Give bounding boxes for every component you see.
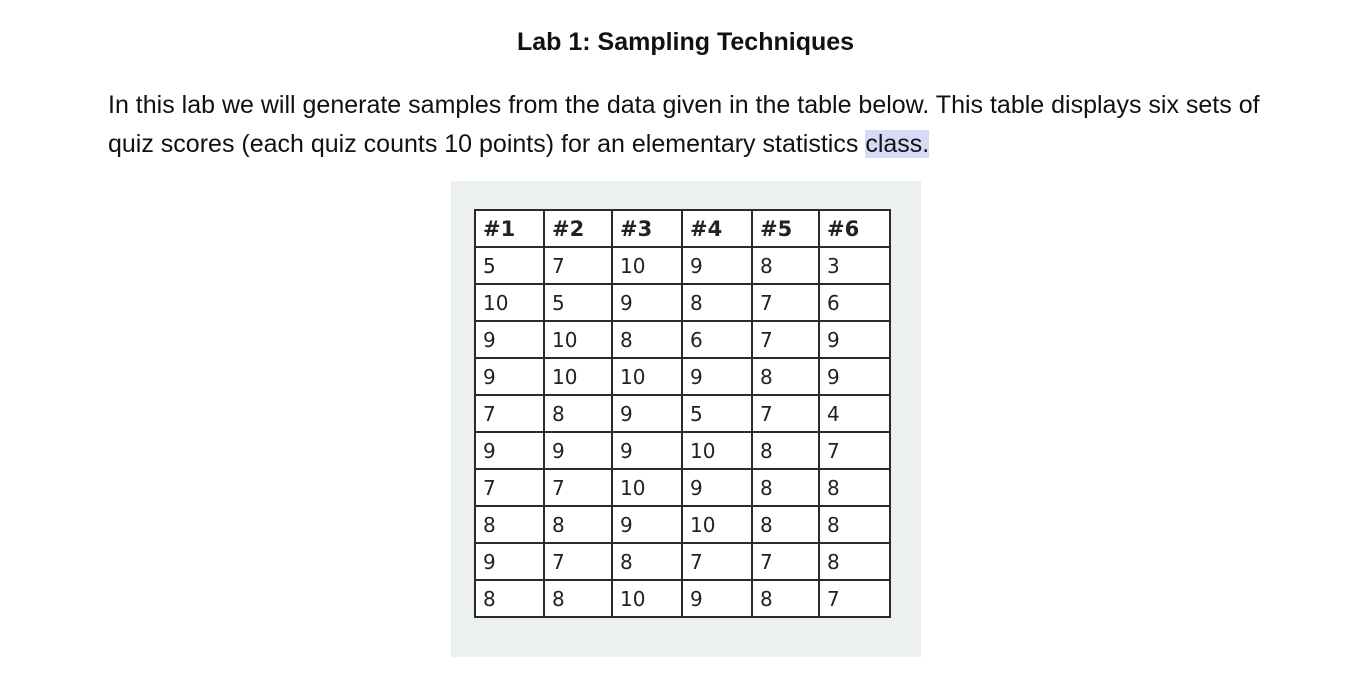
column-header: #6 bbox=[819, 210, 890, 247]
table-cell: 7 bbox=[752, 395, 819, 432]
table-cell: 8 bbox=[682, 284, 752, 321]
table-cell: 10 bbox=[682, 506, 752, 543]
table-cell: 9 bbox=[475, 432, 544, 469]
table-row bbox=[475, 469, 890, 506]
highlighted-selection: class. bbox=[865, 130, 930, 158]
table-cell: 8 bbox=[544, 506, 612, 543]
table-row bbox=[475, 580, 890, 617]
table-cell: 9 bbox=[544, 432, 612, 469]
table-row bbox=[475, 247, 890, 284]
table-cell: 9 bbox=[819, 358, 890, 395]
table-row bbox=[475, 395, 890, 432]
table-row bbox=[475, 321, 890, 358]
table-cell: 8 bbox=[819, 469, 890, 506]
table-cell: 8 bbox=[475, 580, 544, 617]
document-title: Lab 1: Sampling Techniques bbox=[516, 28, 855, 56]
table-cell: 7 bbox=[752, 284, 819, 321]
quiz-scores-table bbox=[474, 209, 891, 618]
table-cell: 8 bbox=[819, 506, 890, 543]
table-cell: 9 bbox=[819, 321, 890, 358]
table-row bbox=[475, 432, 890, 469]
column-header: #4 bbox=[682, 210, 752, 247]
table-cell: 10 bbox=[612, 469, 682, 506]
table-body bbox=[475, 247, 890, 617]
table-cell: 3 bbox=[819, 247, 890, 284]
table-cell: 7 bbox=[752, 321, 819, 358]
table-cell: 10 bbox=[544, 358, 612, 395]
table-cell: 8 bbox=[475, 506, 544, 543]
table-cell: 6 bbox=[819, 284, 890, 321]
table-cell: 7 bbox=[752, 543, 819, 580]
table-cell: 9 bbox=[475, 321, 544, 358]
table-cell: 9 bbox=[682, 358, 752, 395]
table-row bbox=[475, 358, 890, 395]
table-cell: 9 bbox=[612, 284, 682, 321]
table-cell: 10 bbox=[612, 580, 682, 617]
table-cell: 8 bbox=[752, 506, 819, 543]
table-cell: 8 bbox=[612, 321, 682, 358]
table-cell: 7 bbox=[819, 432, 890, 469]
table-cell: 8 bbox=[612, 543, 682, 580]
table-cell: 10 bbox=[682, 432, 752, 469]
table-cell: 8 bbox=[544, 395, 612, 432]
table-cell: 8 bbox=[752, 358, 819, 395]
table-cell: 7 bbox=[475, 395, 544, 432]
intro-text: In this lab we will generate samples from the data given in the table below. This table displays six sets of quiz scores (each quiz counts 10 points) for an elementary statistics bbox=[108, 91, 1260, 158]
table-cell: 5 bbox=[544, 284, 612, 321]
table-cell: 7 bbox=[819, 580, 890, 617]
table-cell: 7 bbox=[475, 469, 544, 506]
table-cell: 9 bbox=[475, 358, 544, 395]
table-cell: 7 bbox=[544, 247, 612, 284]
table-cell: 7 bbox=[544, 469, 612, 506]
table-row bbox=[475, 543, 890, 580]
table-cell: 5 bbox=[475, 247, 544, 284]
intro-paragraph bbox=[108, 86, 1288, 164]
table-cell: 7 bbox=[544, 543, 612, 580]
table-cell: 8 bbox=[819, 543, 890, 580]
table-cell: 10 bbox=[612, 247, 682, 284]
table-cell: 9 bbox=[612, 506, 682, 543]
table-row bbox=[475, 506, 890, 543]
column-header: #5 bbox=[752, 210, 819, 247]
table-cell: 9 bbox=[682, 580, 752, 617]
table-cell: 4 bbox=[819, 395, 890, 432]
table-cell: 8 bbox=[752, 469, 819, 506]
table-cell: 9 bbox=[612, 432, 682, 469]
table-image-frame bbox=[451, 181, 921, 657]
table-cell: 9 bbox=[682, 469, 752, 506]
column-header: #2 bbox=[544, 210, 612, 247]
table-cell: 5 bbox=[682, 395, 752, 432]
column-header: #1 bbox=[475, 210, 544, 247]
table-cell: 10 bbox=[612, 358, 682, 395]
table-cell: 6 bbox=[682, 321, 752, 358]
table-cell: 7 bbox=[682, 543, 752, 580]
table-cell: 8 bbox=[752, 247, 819, 284]
table-row bbox=[475, 284, 890, 321]
table-cell: 8 bbox=[752, 432, 819, 469]
table-cell: 9 bbox=[475, 543, 544, 580]
table-cell: 9 bbox=[682, 247, 752, 284]
table-cell: 8 bbox=[544, 580, 612, 617]
table-cell: 10 bbox=[544, 321, 612, 358]
column-header: #3 bbox=[612, 210, 682, 247]
table-cell: 8 bbox=[752, 580, 819, 617]
table-cell: 9 bbox=[612, 395, 682, 432]
table-header-row bbox=[475, 210, 890, 247]
table-cell: 10 bbox=[475, 284, 544, 321]
